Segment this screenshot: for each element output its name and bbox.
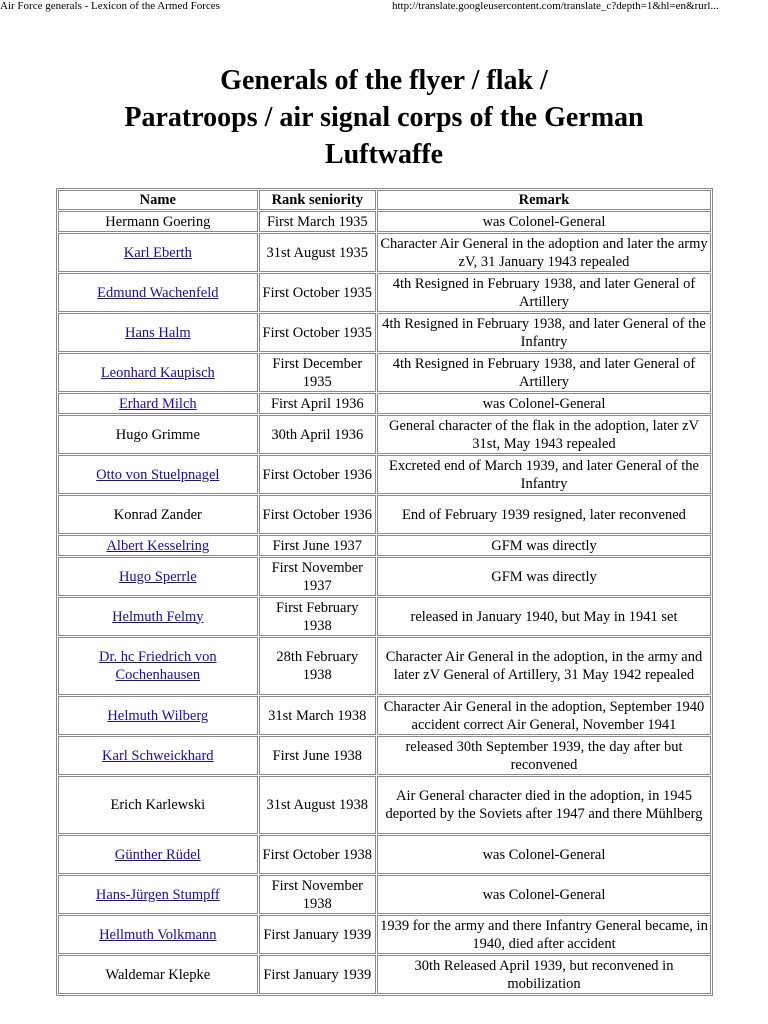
table-row [58,776,711,834]
general-name: Erich Karlewski [110,797,206,813]
general-name-cell [58,597,258,636]
table-row [58,736,711,775]
general-name-link[interactable]: Hellmuth Volkmann [99,926,217,943]
remark-cell: released in January 1940, but May in 1941 set [377,597,711,636]
general-name-link[interactable]: Hugo Sperrle [118,568,197,585]
rank-seniority-cell: First June 1938 [259,736,376,775]
general-name-cell [58,273,258,312]
general-name-cell [58,313,258,352]
table-row [58,273,711,312]
remark-cell: was Colonel-General [377,211,711,232]
remark-cell: 4th Resigned in February 1938, and later General of Artillery [377,273,711,312]
general-name-cell [58,637,258,695]
column-header-remark: Remark [377,190,711,210]
general-name-link[interactable]: Hans Halm [124,324,191,341]
general-name-link[interactable]: Helmuth Wilberg [107,707,209,724]
remark-cell: 1939 for the army and there Infantry General became, in 1940, died after accident [377,915,711,954]
table-row [58,455,711,494]
table-row [58,415,711,454]
rank-seniority-cell: First April 1936 [259,393,376,414]
remark-cell: Character Air General in the adoption and later the army zV, 31 January 1943 repealed [377,233,711,272]
general-name-link[interactable]: Helmuth Felmy [112,608,204,625]
table-row [58,875,711,914]
general-name-cell [58,495,258,534]
rank-seniority-cell: First December 1935 [259,353,376,392]
column-header-name: Name [58,190,258,210]
rank-seniority-cell: First January 1939 [259,915,376,954]
table-row [58,955,711,994]
remark-cell: 30th Released April 1939, but reconvened in mobilization [377,955,711,994]
print-header [0,0,768,14]
general-name-cell [58,915,258,954]
remark-cell: 4th Resigned in February 1938, and later General of the Infantry [377,313,711,352]
general-name-link[interactable]: Otto von Stuelpnagel [96,466,220,483]
page-title-header: Air Force generals - Lexicon of the Armed Forces [0,0,220,12]
table-row [58,353,711,392]
general-name-cell [58,955,258,994]
table-row [58,495,711,534]
general-name-cell [58,776,258,834]
general-name-link[interactable]: Karl Schweickhard [102,747,214,764]
remark-cell: GFM was directly [377,557,711,596]
table-row [58,835,711,874]
rank-seniority-cell: First February 1938 [259,597,376,636]
general-name-cell [58,696,258,735]
general-name-cell [58,557,258,596]
rank-seniority-cell: 28th February 1938 [259,637,376,695]
rank-seniority-cell: First January 1939 [259,955,376,994]
column-header-rank-seniority: Rank seniority [259,190,376,210]
general-name-link[interactable]: Dr. hc Friedrich von Cochenhausen [99,649,217,683]
remark-cell: Excreted end of March 1939, and later General of the Infantry [377,455,711,494]
rank-seniority-cell: 31st August 1938 [259,776,376,834]
remark-cell: End of February 1939 resigned, later reconvened [377,495,711,534]
general-name-cell [58,835,258,874]
general-name: Hermann Goering [105,213,211,230]
remark-cell: released 30th September 1939, the day after but reconvened [377,736,711,775]
remark-cell: GFM was directly [377,535,711,556]
remark-cell: Air General character died in the adoption, in 1945 deported by the Soviets after 1947 and there Mühlberg [377,776,711,834]
page-url-header: http://translate.googleusercontent.com/translate_c?depth=1&hl=en&rurl... [392,0,719,12]
rank-seniority-cell: First March 1935 [259,211,376,232]
general-name-link[interactable]: Albert Kesselring [106,537,210,554]
table-row [58,211,711,232]
table-row [58,637,711,695]
remark-cell: was Colonel-General [377,835,711,874]
rank-seniority-cell: First June 1937 [259,535,376,556]
heading-line-2: Paratroops / air signal corps of the German [124,102,644,133]
general-name: Hugo Grimme [115,426,200,443]
general-name-cell [58,875,258,914]
remark-cell: was Colonel-General [377,393,711,414]
remark-cell: was Colonel-General [377,875,711,914]
generals-table [56,188,713,996]
rank-seniority-cell: 31st March 1938 [259,696,376,735]
table-row [58,535,711,556]
rank-seniority-cell: 31st August 1935 [259,233,376,272]
rank-seniority-cell: First October 1935 [259,273,376,312]
general-name-link[interactable]: Leonhard Kaupisch [100,364,215,381]
table-row [58,557,711,596]
rank-seniority-cell: 30th April 1936 [259,415,376,454]
general-name-link[interactable]: Edmund Wachenfeld [97,284,219,301]
table-row [58,915,711,954]
rank-seniority-cell: First October 1936 [259,495,376,534]
rank-seniority-cell: First October 1938 [259,835,376,874]
general-name-cell [58,393,258,414]
heading-line-3: Luftwaffe [324,139,444,170]
general-name: Konrad Zander [113,506,202,523]
table-row [58,393,711,414]
rank-seniority-cell: First November 1938 [259,875,376,914]
table-row [58,696,711,735]
table-row [58,313,711,352]
remark-cell: General character of the flak in the adoption, later zV 31st, May 1943 repealed [377,415,711,454]
general-name-link[interactable]: Hans-Jürgen Stumpff [95,886,220,903]
remark-cell: 4th Resigned in February 1938, and later General of Artillery [377,353,711,392]
general-name-cell [58,535,258,556]
rank-seniority-cell: First October 1936 [259,455,376,494]
rank-seniority-cell: First October 1935 [259,313,376,352]
table-row [58,233,711,272]
table-row [58,597,711,636]
general-name-cell [58,415,258,454]
general-name-cell [58,233,258,272]
general-name-cell [58,353,258,392]
general-name: Waldemar Klepke [105,966,211,983]
general-name-cell [58,736,258,775]
rank-seniority-cell: First November 1937 [259,557,376,596]
general-name-cell [58,211,258,232]
general-name-link[interactable]: Günther Rüdel [114,846,201,863]
heading-line-1: Generals of the flyer / flak / [220,65,548,96]
general-name-link[interactable]: Erhard Milch [118,395,197,412]
table-header-row [58,190,711,210]
remark-cell: Character Air General in the adoption, in the army and later zV General of Artillery, 31 May 1942 repealed [377,637,711,695]
page-heading [60,62,708,173]
general-name-cell [58,455,258,494]
remark-cell: Character Air General in the adoption, September 1940 accident correct Air General, November 1941 [377,696,711,735]
general-name-link[interactable]: Karl Eberth [123,244,192,261]
